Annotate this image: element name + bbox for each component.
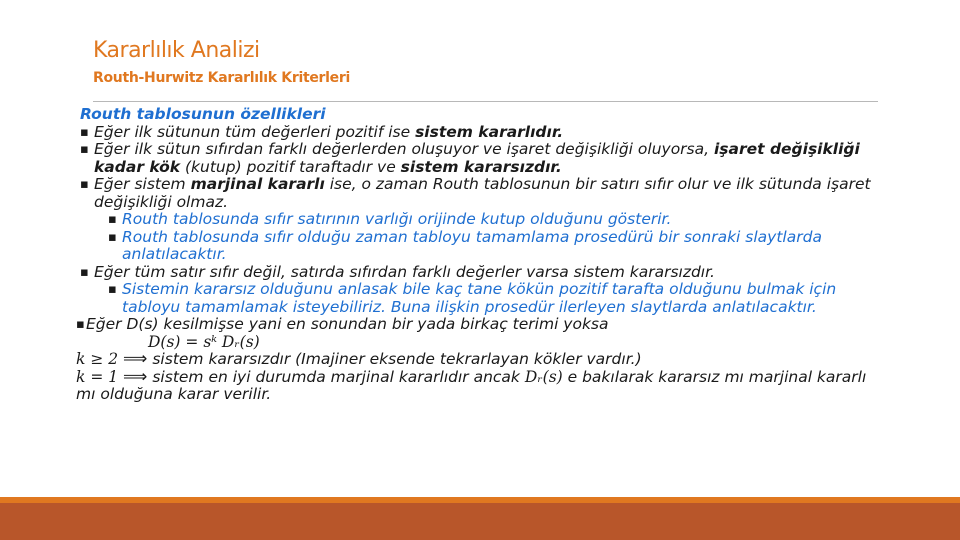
bullet-3 (76, 176, 876, 211)
title-divider (93, 101, 878, 102)
slide-body (76, 106, 876, 404)
bullet-1-bold: sistem kararlıdır. (415, 122, 564, 141)
implies-icon: ⟹ (123, 349, 148, 369)
bullet-3-sub-1: ▪ Routh tablosunda sıfır satırının varlığı orijinde kutup olduğunu gösterir. (76, 211, 876, 229)
section-heading: Routh tablosunun özellikleri (80, 105, 326, 123)
bullet-4-sub-1: ▪ Sistemin kararsız olduğunu anlasak bile kaç tane kökün pozitif tarafta olduğunu bulmak için tabloyu tamamlamak isteyebiliriz. Buna ilişkin prosedür ilerleyen slaytlarda anlatılacaktır. (76, 281, 876, 316)
k-ge-2-text: sistem kararsızdır (Imajiner eksende tekrarlayan kökler vardır.) (152, 350, 642, 368)
k-ge-2-line (76, 351, 876, 369)
k-eq-1-text-2: e bakılarak kararsız mı marjinal kararlı mı olduğuna karar verilir. (76, 367, 867, 403)
bullet-2-bold: işaret değişikliği kadar kök (94, 140, 860, 176)
bullet-3-bold: marjinal kararlı (190, 175, 325, 193)
slide-subtitle: Routh-Hurwitz Kararlılık Kriterleri (93, 70, 350, 86)
bullet-2-bold-2: sistem kararsızdır. (400, 157, 562, 176)
bullet-1 (76, 124, 876, 142)
bullet-3-text-2: ise, o zaman Routh tablosunun bir satırı sıfır olur ve ilk sütunda işaret değişikliği olmaz. (94, 175, 871, 211)
truncated-equation: D(s) = sᵏ Dᵣ(s) (148, 332, 260, 351)
k-eq-1-expr: k = 1 (76, 367, 119, 386)
bullet-3-sub-2: ▪ Routh tablosunda sıfır olduğu zaman tabloyu tamamlama prosedürü bir sonraki slaytlarda anlatılacaktır. (76, 229, 876, 264)
bullet-4: ▪ Eğer tüm satır sıfır değil, satırda sıfırdan farklı değerler varsa sistem kararsızdır. (76, 264, 876, 282)
implies-icon: ⟹ (123, 366, 148, 387)
dr-expr: Dᵣ(s) (524, 367, 563, 386)
bullet-3-text: Eğer sistem (94, 175, 191, 193)
k-eq-1-line (76, 366, 876, 404)
bullet-5: ▪ Eğer D(s) kesilmişse yani en sonundan bir yada birkaç terimi yoksa (76, 316, 876, 334)
bullet-2-text-2: (kutup) pozitif taraftadır ve (180, 157, 401, 176)
slide-title: Kararlılık Analizi (93, 38, 260, 63)
bullet-2-text: Eğer ilk sütun sıfırdan farklı değerlerden oluşuyor ve işaret değişikliği oluyorsa, (94, 140, 714, 158)
k-ge-2-expr: k ≥ 2 (76, 350, 119, 368)
footer-bar (0, 503, 960, 540)
bullet-1-text: Eğer ilk sütunun tüm değerleri pozitif ise (94, 122, 416, 141)
k-eq-1-text: sistem en iyi durumda marjinal kararlıdır ancak (152, 367, 525, 386)
bullet-2 (76, 141, 876, 176)
